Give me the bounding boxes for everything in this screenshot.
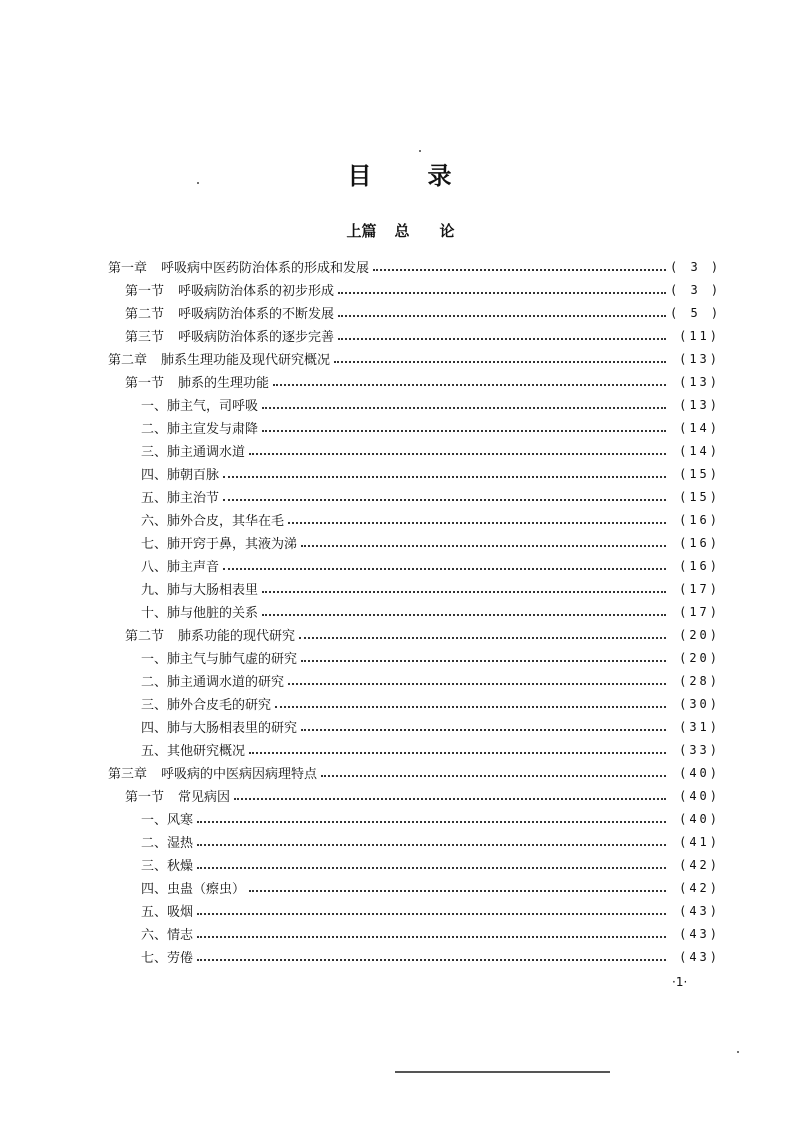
toc-entry bbox=[108, 692, 720, 715]
toc-entry-title: 劳倦 bbox=[167, 951, 194, 966]
toc-leader-dots bbox=[234, 785, 666, 800]
toc-entry-number: 七、 bbox=[141, 951, 168, 966]
toc-entry-label bbox=[108, 349, 330, 368]
toc-entry-number: 八、 bbox=[141, 560, 168, 575]
toc-entry-page: (43) bbox=[679, 949, 720, 964]
toc-entry-label bbox=[141, 418, 258, 437]
toc-entry-page: ( 3 ) bbox=[670, 282, 722, 297]
toc-entry-label bbox=[141, 510, 284, 529]
toc-entry-page: (42) bbox=[679, 880, 720, 895]
scan-speck bbox=[737, 1051, 739, 1053]
toc-entry-number: 三、 bbox=[141, 698, 168, 713]
toc-entry-title: 肺主气与肺气虚的研究 bbox=[167, 652, 298, 667]
toc-entry-title: 肺与他脏的关系 bbox=[167, 606, 259, 621]
toc-entry-title: 呼吸病防治体系的逐步完善 bbox=[178, 330, 335, 345]
part-title bbox=[0, 220, 801, 241]
toc-entry bbox=[108, 393, 720, 416]
toc-entry bbox=[108, 807, 720, 830]
toc-entry-page: (28) bbox=[679, 673, 720, 688]
toc-entry-page: (13) bbox=[679, 397, 720, 412]
page-folio: ·1· bbox=[672, 975, 688, 989]
toc-entry-number: 七、 bbox=[141, 537, 168, 552]
toc-entry-number: 第一章 bbox=[108, 261, 148, 276]
toc-entry-number: 一、 bbox=[141, 813, 168, 828]
toc-entry-title: 肺外合皮毛的研究 bbox=[167, 698, 272, 713]
toc-leader-dots bbox=[338, 325, 666, 340]
toc-entry-page: (11) bbox=[679, 328, 720, 343]
toc-entry-number: 四、 bbox=[141, 882, 168, 897]
toc-leader-dots bbox=[249, 440, 666, 455]
toc-entry-number: 第二节 bbox=[125, 307, 165, 322]
toc-entry-number: 第二章 bbox=[108, 353, 148, 368]
toc-entry-number: 四、 bbox=[141, 468, 168, 483]
toc-entry bbox=[108, 761, 720, 784]
toc-leader-dots bbox=[223, 555, 666, 570]
toc-entry-label bbox=[125, 786, 230, 805]
toc-entry bbox=[108, 347, 720, 370]
toc-entry-title: 肺外合皮，其华在毛 bbox=[167, 514, 285, 529]
toc-entry bbox=[108, 255, 720, 278]
toc-entry-label bbox=[141, 395, 258, 414]
toc-entry-title: 秋燥 bbox=[167, 859, 194, 874]
toc-entry-page: (16) bbox=[679, 558, 720, 573]
toc-entry-title: 肺开窍于鼻，其液为涕 bbox=[167, 537, 298, 552]
toc-entry bbox=[108, 738, 720, 761]
toc-entry-page: (33) bbox=[679, 742, 720, 757]
toc-entry-number: 第一节 bbox=[125, 376, 165, 391]
toc-entry-title: 肺与大肠相表里的研究 bbox=[167, 721, 298, 736]
toc-entry-number: 五、 bbox=[141, 744, 168, 759]
toc-entry bbox=[108, 922, 720, 945]
toc-entry-page: (42) bbox=[679, 857, 720, 872]
toc-leader-dots bbox=[334, 348, 666, 363]
toc-entry-title: 肺朝百脉 bbox=[167, 468, 220, 483]
toc-entry-title: 肺主通调水道 bbox=[167, 445, 246, 460]
toc-entry bbox=[108, 853, 720, 876]
toc-entry-label bbox=[125, 326, 334, 345]
toc-entry-label bbox=[141, 648, 297, 667]
toc-leader-dots bbox=[197, 831, 666, 846]
toc-entry-page: (43) bbox=[679, 903, 720, 918]
toc-entry-page: (17) bbox=[679, 604, 720, 619]
toc-entry-title: 肺主宣发与肃降 bbox=[167, 422, 259, 437]
toc-leader-dots bbox=[338, 302, 666, 317]
toc-entry-label bbox=[141, 878, 245, 897]
toc-entry-title: 吸烟 bbox=[167, 905, 194, 920]
toc-leader-dots bbox=[249, 877, 666, 892]
toc-entry-title: 肺主治节 bbox=[167, 491, 220, 506]
scan-speck bbox=[419, 150, 421, 152]
toc-entry-page: (31) bbox=[679, 719, 720, 734]
toc-leader-dots bbox=[223, 463, 666, 478]
toc-leader-dots bbox=[249, 739, 666, 754]
toc-entry-title: 肺主声音 bbox=[167, 560, 220, 575]
toc-leader-dots bbox=[288, 670, 666, 685]
toc-entry-label bbox=[108, 257, 369, 276]
toc-leader-dots bbox=[301, 532, 666, 547]
toc-entry-number: 十、 bbox=[141, 606, 168, 621]
toc-entry-label bbox=[141, 464, 219, 483]
toc-entry-label bbox=[141, 694, 271, 713]
toc-entry-label bbox=[141, 717, 297, 736]
toc-entry-number: 三、 bbox=[141, 445, 168, 460]
part-title-word-2: 总 bbox=[394, 222, 410, 240]
toc-entry-page: (41) bbox=[679, 834, 720, 849]
toc-leader-dots bbox=[197, 946, 666, 961]
toc-entry-page: (14) bbox=[679, 420, 720, 435]
toc-entry bbox=[108, 646, 720, 669]
scan-artifact-line bbox=[395, 1071, 610, 1073]
toc-entry-label bbox=[141, 671, 284, 690]
toc-entry-number: 一、 bbox=[141, 652, 168, 667]
toc-entry-label bbox=[141, 809, 193, 828]
toc-entry-title: 肺主气，司呼吸 bbox=[167, 399, 259, 414]
toc-entry-label bbox=[125, 625, 295, 644]
toc-entry-title: 肺系生理功能及现代研究概况 bbox=[161, 353, 331, 368]
toc-entry-title: 呼吸病中医药防治体系的形成和发展 bbox=[161, 261, 370, 276]
toc-entry bbox=[108, 439, 720, 462]
toc-entry-label bbox=[141, 924, 193, 943]
toc-entry-label bbox=[141, 441, 245, 460]
toc-entry-page: (17) bbox=[679, 581, 720, 596]
toc-entry-label bbox=[141, 556, 219, 575]
toc-entry-title: 其他研究概况 bbox=[167, 744, 246, 759]
toc-entry-page: ( 3 ) bbox=[670, 259, 722, 274]
toc-entry-number: 五、 bbox=[141, 491, 168, 506]
toc-leader-dots bbox=[197, 923, 666, 938]
toc-entry-page: (15) bbox=[679, 466, 720, 481]
toc-entry bbox=[108, 370, 720, 393]
toc-entry-label bbox=[141, 947, 193, 966]
toc-entry-title: 呼吸病防治体系的不断发展 bbox=[178, 307, 335, 322]
toc-entry-title: 湿热 bbox=[167, 836, 194, 851]
toc-entry bbox=[108, 945, 720, 968]
toc-entry bbox=[108, 899, 720, 922]
toc-entry bbox=[108, 278, 720, 301]
toc-entry-page: (43) bbox=[679, 926, 720, 941]
toc-leader-dots bbox=[373, 256, 666, 271]
toc-entry-page: (16) bbox=[679, 535, 720, 550]
toc-entry-title: 肺主通调水道的研究 bbox=[167, 675, 285, 690]
toc-entry-number: 第二节 bbox=[125, 629, 165, 644]
toc-leader-dots bbox=[275, 693, 666, 708]
toc-entry-page: (16) bbox=[679, 512, 720, 527]
toc-entry-label bbox=[141, 740, 245, 759]
toc-entry-page: ( 5 ) bbox=[670, 305, 722, 320]
toc-leader-dots bbox=[301, 716, 666, 731]
toc-entry-label bbox=[141, 832, 193, 851]
toc-entry-title: 虫蛊（瘵虫） bbox=[167, 882, 246, 897]
toc-leader-dots bbox=[273, 371, 666, 386]
toc-entry-page: (14) bbox=[679, 443, 720, 458]
toc-leader-dots bbox=[262, 394, 666, 409]
toc-entry-title: 肺系功能的现代研究 bbox=[178, 629, 296, 644]
toc-entry-number: 第一节 bbox=[125, 284, 165, 299]
toc-entry bbox=[108, 577, 720, 600]
toc-leader-dots bbox=[223, 486, 666, 501]
toc-entry-number: 二、 bbox=[141, 675, 168, 690]
toc-entry-page: (13) bbox=[679, 351, 720, 366]
toc-entry bbox=[108, 462, 720, 485]
toc-leader-dots bbox=[321, 762, 666, 777]
toc-entry bbox=[108, 830, 720, 853]
toc-entry bbox=[108, 876, 720, 899]
toc-entry bbox=[108, 301, 720, 324]
toc-entry-number: 第三节 bbox=[125, 330, 165, 345]
toc-entry-page: (40) bbox=[679, 765, 720, 780]
toc-entry-label bbox=[141, 901, 193, 920]
toc-entry-page: (30) bbox=[679, 696, 720, 711]
toc-entry-label bbox=[125, 303, 334, 322]
toc-leader-dots bbox=[288, 509, 666, 524]
toc-entry-number: 一、 bbox=[141, 399, 168, 414]
toc-entry-number: 第一节 bbox=[125, 790, 165, 805]
toc-entry-label bbox=[108, 763, 317, 782]
toc-leader-dots bbox=[197, 808, 666, 823]
toc-entry-number: 九、 bbox=[141, 583, 168, 598]
toc-entry-label bbox=[141, 579, 258, 598]
toc-entry bbox=[108, 508, 720, 531]
toc-entry-title: 肺系的生理功能 bbox=[178, 376, 270, 391]
page-title bbox=[0, 156, 801, 191]
toc-entry-label bbox=[141, 487, 219, 506]
toc-entry-page: (20) bbox=[679, 627, 720, 642]
toc-entry-title: 肺与大肠相表里 bbox=[167, 583, 259, 598]
toc-leader-dots bbox=[262, 417, 666, 432]
toc-entry-title: 风寒 bbox=[167, 813, 194, 828]
scan-speck bbox=[197, 182, 199, 184]
toc-entry bbox=[108, 784, 720, 807]
toc-entry-title: 情志 bbox=[167, 928, 194, 943]
toc-entry-number: 三、 bbox=[141, 859, 168, 874]
toc-leader-dots bbox=[262, 578, 666, 593]
toc-leader-dots bbox=[197, 900, 666, 915]
toc-entry-number: 六、 bbox=[141, 928, 168, 943]
toc-entry-number: 二、 bbox=[141, 836, 168, 851]
toc-entry-number: 第三章 bbox=[108, 767, 148, 782]
toc-entry-label bbox=[141, 533, 297, 552]
part-title-word-1: 上篇 bbox=[346, 222, 377, 240]
toc-leader-dots bbox=[299, 624, 666, 639]
title-char-1: 目 bbox=[347, 161, 374, 190]
toc-entry bbox=[108, 324, 720, 347]
toc-leader-dots bbox=[301, 647, 666, 662]
toc-entry-label bbox=[141, 855, 193, 874]
toc-leader-dots bbox=[338, 279, 666, 294]
toc-entry bbox=[108, 669, 720, 692]
table-of-contents bbox=[108, 255, 720, 968]
part-title-word-3: 论 bbox=[439, 222, 455, 240]
toc-entry-page: (40) bbox=[679, 788, 720, 803]
toc-entry-title: 常见病因 bbox=[178, 790, 231, 805]
toc-entry-page: (40) bbox=[679, 811, 720, 826]
toc-entry bbox=[108, 416, 720, 439]
toc-entry-number: 四、 bbox=[141, 721, 168, 736]
toc-entry-page: (20) bbox=[679, 650, 720, 665]
toc-entry bbox=[108, 600, 720, 623]
toc-entry bbox=[108, 554, 720, 577]
toc-entry-number: 六、 bbox=[141, 514, 168, 529]
toc-entry-label bbox=[125, 372, 269, 391]
toc-entry-number: 二、 bbox=[141, 422, 168, 437]
toc-leader-dots bbox=[262, 601, 666, 616]
toc-entry bbox=[108, 485, 720, 508]
toc-entry-page: (15) bbox=[679, 489, 720, 504]
toc-entry-label bbox=[125, 280, 334, 299]
toc-entry-number: 五、 bbox=[141, 905, 168, 920]
toc-entry-page: (13) bbox=[679, 374, 720, 389]
toc-entry bbox=[108, 623, 720, 646]
title-char-2: 录 bbox=[427, 161, 454, 190]
toc-entry bbox=[108, 531, 720, 554]
toc-entry-label bbox=[141, 602, 258, 621]
toc-leader-dots bbox=[197, 854, 666, 869]
toc-entry bbox=[108, 715, 720, 738]
toc-entry-title: 呼吸病防治体系的初步形成 bbox=[178, 284, 335, 299]
toc-entry-title: 呼吸病的中医病因病理特点 bbox=[161, 767, 318, 782]
